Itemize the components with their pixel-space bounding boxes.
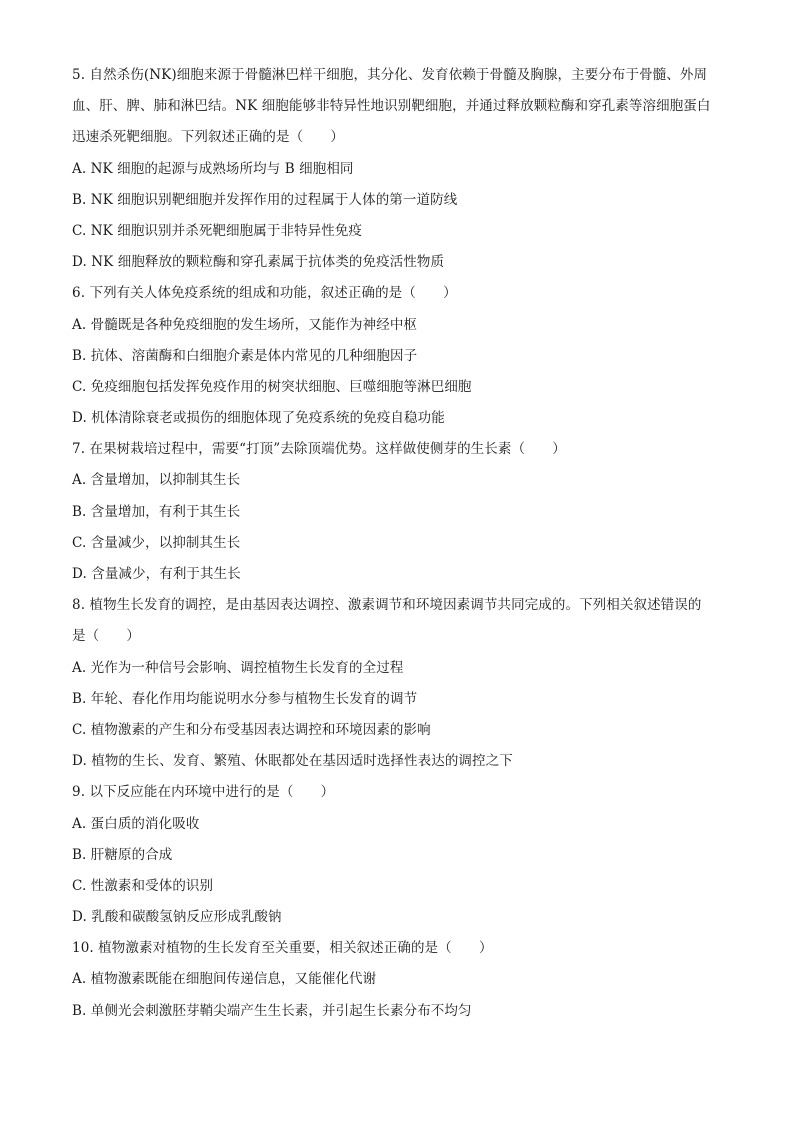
- question-5: [72, 60, 732, 278]
- option-d: D. 乳酸和碳酸氢钠反应形成乳酸钠: [72, 909, 282, 926]
- option-d: D. 含量减少，有利于其生长: [72, 566, 241, 582]
- option-b: B. 年轮、春化作用均能说明水分参与植物生长发育的调节: [72, 690, 418, 707]
- question-10: [72, 933, 732, 1027]
- question-stem-line: 9. 以下反应能在内环境中进行的是（ ）: [72, 784, 335, 801]
- question-stem-line: 10. 植物激素对植物的生长发育至关重要，相关叙述正确的是（ ）: [72, 940, 493, 957]
- question-8: [72, 590, 732, 777]
- option-c: C. 免疫细胞包括发挥免疫作用的树突状细胞、巨噬细胞等淋巴细胞: [72, 378, 472, 395]
- option-d: D. NK 细胞释放的颗粒酶和穿孔素属于抗体类的免疫活性物质: [72, 254, 445, 271]
- question-stem-line: 7. 在果树栽培过程中，需要“打顶”去除顶端优势。这样做使侧芽的生长素（ ）: [72, 441, 566, 458]
- option-b: B. 肝糖原的合成: [72, 846, 173, 863]
- option-b: B. NK 细胞识别靶细胞并发挥作用的过程属于人体的第一道防线: [72, 191, 458, 208]
- option-a: A. 植物激素既能在细胞间传递信息，又能催化代谢: [72, 971, 377, 988]
- question-6: [72, 278, 732, 434]
- option-b: B. 抗体、溶菌酶和白细胞介素是体内常见的几种细胞因子: [72, 347, 418, 364]
- exam-page: [72, 60, 732, 1027]
- question-stem-line: 6. 下列有关人体免疫系统的组成和功能，叙述正确的是（ ）: [72, 285, 457, 302]
- option-d: D. 植物的生长、发育、繁殖、休眠都处在基因适时选择性表达的调控之下: [72, 753, 513, 770]
- option-b: B. 含量增加，有利于其生长: [72, 503, 241, 520]
- question-stem-line: 是（ ）: [72, 628, 140, 645]
- option-a: A. 含量增加，以抑制其生长: [72, 472, 241, 489]
- question-7: [72, 434, 732, 590]
- question-9: [72, 777, 732, 933]
- question-stem-line: 血、肝、脾、肺和淋巴结。NK 细胞能够非特异性地识别靶细胞，并通过释放颗粒酶和穿孔素等溶细胞蛋白: [72, 98, 711, 115]
- question-stem-line: 迅速杀死靶细胞。下列叙述正确的是（ ）: [72, 129, 344, 146]
- option-a: A. 蛋白质的消化吸收: [72, 815, 200, 832]
- option-c: C. 植物激素的产生和分布受基因表达调控和环境因素的影响: [72, 721, 431, 738]
- option-a: A. NK 细胞的起源与成熟场所均与 B 细胞相同: [72, 160, 354, 177]
- option-d: D. 机体清除衰老或损伤的细胞体现了免疫系统的免疫自稳功能: [72, 410, 445, 427]
- option-c: C. 含量减少，以抑制其生长: [72, 534, 241, 551]
- option-b: B. 单侧光会刺激胚芽鞘尖端产生生长素，并引起生长素分布不均匀: [72, 1002, 472, 1019]
- option-c: C. 性激素和受体的识别: [72, 877, 214, 894]
- question-stem-line: 8. 植物生长发育的调控，是由基因表达调控、激素调节和环境因素调节共同完成的。下列相关叙述错误的: [72, 597, 702, 614]
- option-a: A. 光作为一种信号会影响、调控植物生长发育的全过程: [72, 659, 404, 676]
- question-stem-line: 5. 自然杀伤(NK)细胞来源于骨髓淋巴样干细胞，其分化、发育依赖于骨髓及胸腺，主要分布于骨髓、外周: [72, 67, 708, 83]
- option-c: C. NK 细胞识别并杀死靶细胞属于非特异性免疫: [72, 222, 363, 239]
- option-a: A. 骨髓既是各种免疫细胞的发生场所，又能作为神经中枢: [72, 316, 418, 333]
